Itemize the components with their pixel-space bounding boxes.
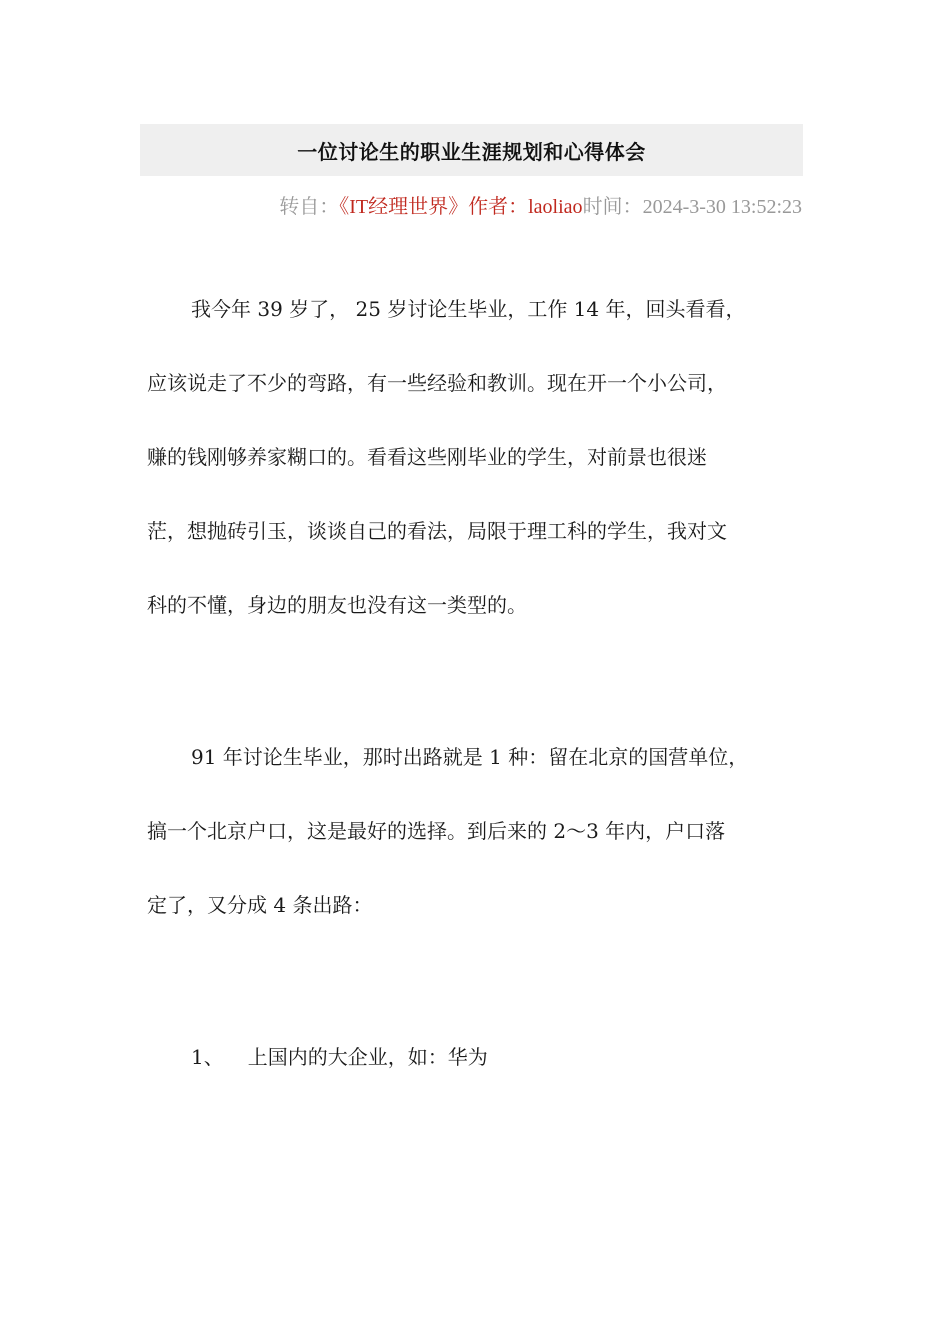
article-title: 一位讨论生的职业生涯规划和心得体会 <box>297 139 646 164</box>
author-label: 作者： <box>468 196 529 218</box>
paragraph-line: 茫，想抛砖引玉，谈谈自己的看法，局限于理工科的学生，我对文 <box>147 519 727 543</box>
from-label: 转自： <box>279 196 340 218</box>
list-item <box>147 1020 801 1094</box>
paragraph-1 <box>147 272 801 642</box>
list-item-line <box>147 1020 801 1094</box>
publish-time: 2024-3-30 13:52:23 <box>642 196 802 218</box>
article-meta <box>279 190 802 219</box>
list-item-number: 1、 <box>191 1045 224 1069</box>
paragraph-2 <box>147 720 801 942</box>
paragraph-line: 91 年讨论生毕业，那时出路就是 1 种：留在北京的国营单位， <box>191 745 749 769</box>
paragraph-line: 应该说走了不少的弯路，有一些经验和教训。现在开一个小公司， <box>147 371 727 395</box>
paragraph-line: 科的不懂，身边的朋友也没有这一类型的。 <box>147 593 527 617</box>
title-bar <box>140 124 803 176</box>
author-name[interactable]: laoliao <box>528 196 583 218</box>
time-label: 时间： <box>582 196 643 218</box>
paragraph-line: 赚的钱刚够养家糊口的。看看这些刚毕业的学生，对前景也很迷 <box>147 445 707 469</box>
paragraph-line: 我今年 39 岁了， 25 岁讨论生毕业，工作 14 年，回头看看， <box>191 297 746 321</box>
paragraph-line: 搞一个北京户口，这是最好的选择。到后来的 2～3 年内，户口落 <box>147 819 726 843</box>
source-name[interactable]: 《IT经理世界》 <box>339 196 469 218</box>
list-item-text: 上国内的大企业，如：华为 <box>247 1045 488 1069</box>
paragraph-line: 定了，又分成 4 条出路： <box>147 893 373 917</box>
